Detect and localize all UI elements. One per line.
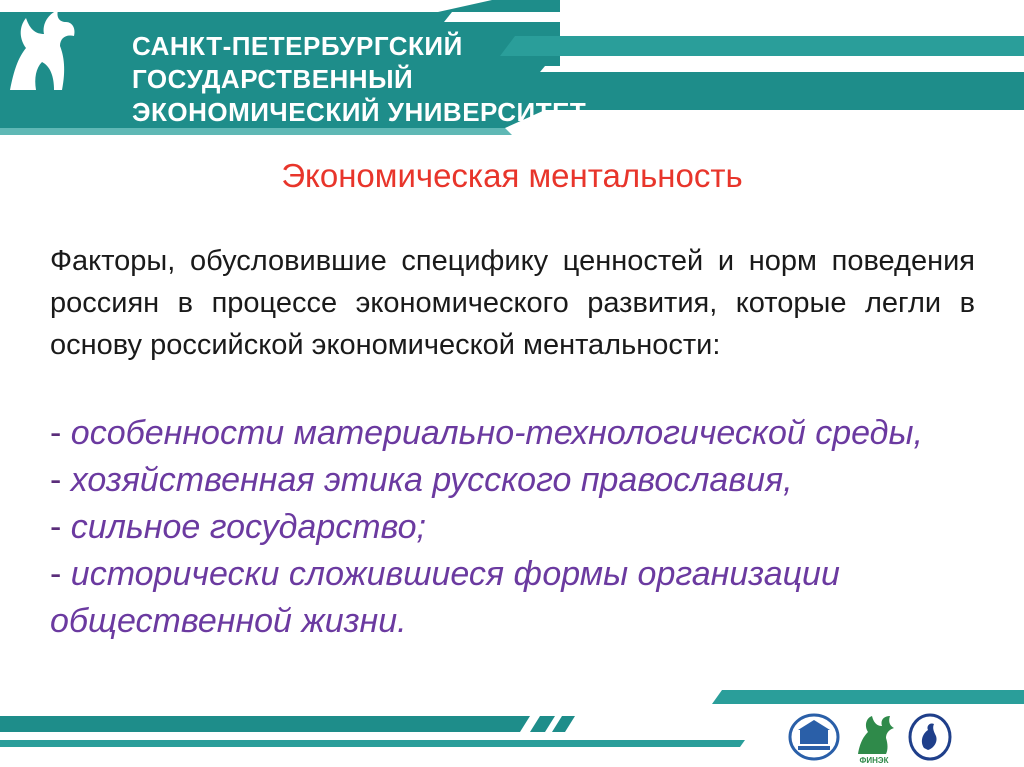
factor-text: исторически сложившиеся формы организации общественной жизни. <box>50 555 840 640</box>
factors-list <box>50 410 975 645</box>
university-building-logo-icon <box>788 712 840 762</box>
university-name-line: ГОСУДАРСТВЕННЫЙ <box>132 64 414 94</box>
factor-item <box>50 504 975 551</box>
university-name-line: САНКТ-ПЕТЕРБУРГСКИЙ <box>132 31 463 61</box>
griffin-icon <box>0 0 82 96</box>
header-band <box>0 0 1024 135</box>
list-dash: - <box>50 555 71 593</box>
factor-item <box>50 410 975 457</box>
intro-paragraph: Факторы, обусловившие специфику ценностей и норм поведения россиян в процессе экономического развития, которые легли в основу российской экономической ментальности: <box>50 245 975 361</box>
list-dash: - <box>50 508 71 546</box>
factor-text: особенности материально-технологической среды, <box>70 414 923 452</box>
list-dash: - <box>50 414 71 452</box>
list-dash: - <box>50 461 71 499</box>
slide-title: Экономическая ментальность <box>281 157 743 194</box>
university-name-line: ЭКОНОМИЧЕСКИЙ УНИВЕРСИТЕТ <box>132 97 587 127</box>
factor-item <box>50 551 975 645</box>
swan-logo-icon <box>908 712 952 762</box>
fineek-caption: ФИНЭК <box>859 756 889 764</box>
fineek-logo-icon <box>850 712 898 764</box>
factor-text: хозяйственная этика русского православия, <box>70 461 793 499</box>
university-name <box>132 30 586 129</box>
factor-item <box>50 457 975 504</box>
factor-text: сильное государство; <box>70 508 426 546</box>
